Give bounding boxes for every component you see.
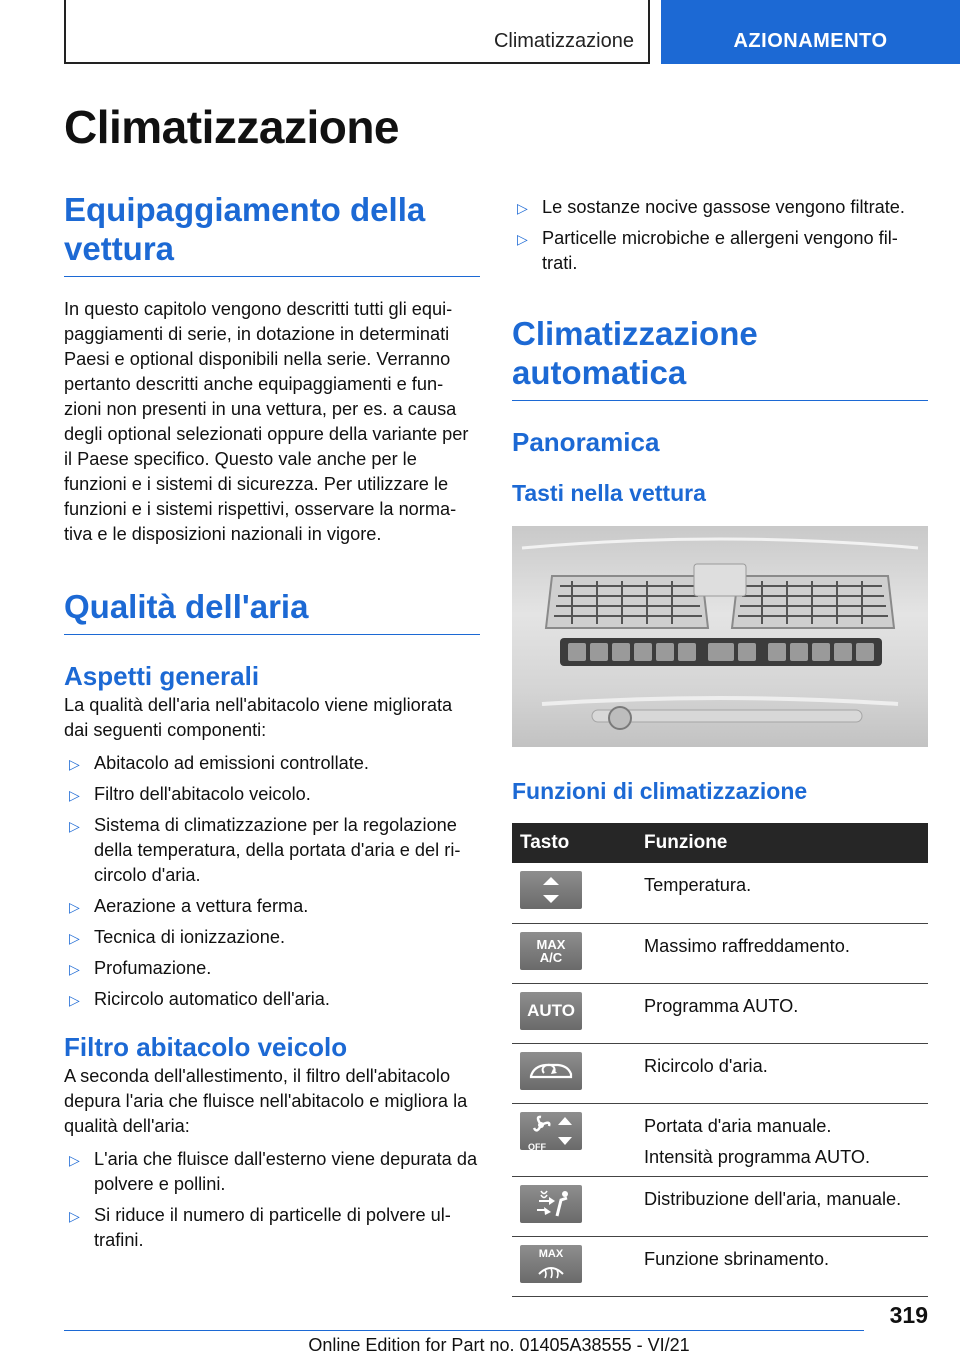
bullet-triangle-icon: ▷ xyxy=(69,961,80,977)
list-item: ▷ Particelle microbiche e allergeni vengono fil-trati. xyxy=(517,228,898,273)
list-item: ▷ L'aria che fluisce dall'esterno viene depurata da polvere e pollini. xyxy=(69,1149,478,1194)
list-item: ▷ Filtro dell'abitacolo veicolo. xyxy=(64,782,480,807)
function-text: Massimo raffreddamento. xyxy=(636,923,928,983)
bullet-triangle-icon: ▷ xyxy=(69,992,80,1008)
list-item: ▷ Abitacolo ad emissioni controllate. xyxy=(64,751,480,776)
column-header-key: Tasto xyxy=(512,823,636,863)
bullet-triangle-icon: ▷ xyxy=(69,1152,80,1168)
left-column xyxy=(64,190,480,1259)
max-ac-icon: MAX A/C xyxy=(520,932,582,970)
page-title: Climatizzazione xyxy=(64,101,400,153)
function-text: Portata d'aria manuale. Intensità programma AUTO. xyxy=(636,1103,928,1176)
bullet-triangle-icon: ▷ xyxy=(69,899,80,915)
overview-heading: Panoramica xyxy=(512,427,660,457)
header-chapter-label: AZIONAMENTO xyxy=(733,30,888,52)
general-heading: Aspetti generali xyxy=(64,661,260,691)
fan-off-icon: OFF xyxy=(520,1112,582,1150)
general-text: La qualità dell'aria nell'abitacolo viene migliorata dai seguenti componenti: xyxy=(64,695,453,740)
header-box xyxy=(64,0,650,64)
filter-list xyxy=(64,1147,480,1253)
auto-icon: AUTO xyxy=(520,992,582,1030)
climate-control-photo xyxy=(512,526,928,747)
function-text: Programma AUTO. xyxy=(636,983,928,1043)
header-section-title: Climatizzazione xyxy=(493,30,634,52)
footer-edition-text: Online Edition for Part no. 01405A38555 - VI/21 xyxy=(308,1335,690,1355)
filter-list-continued xyxy=(512,195,928,276)
table-row xyxy=(512,983,928,1043)
table-header-row xyxy=(512,823,928,863)
list-item: ▷ Ricircolo automatico dell'aria. xyxy=(64,987,480,1012)
list-item: ▷ Si riduce il numero di particelle di polvere ul-trafini. xyxy=(69,1205,451,1250)
right-column xyxy=(512,190,928,1297)
function-text: Temperatura. xyxy=(636,863,928,923)
air-distribution-icon xyxy=(520,1185,582,1223)
page-number: 319 xyxy=(889,1302,928,1328)
table-row xyxy=(512,1043,928,1103)
filter-text: A seconda dell'allestimento, il filtro dell'abitacolo depura l'aria che fluisce nell'abitacolo e migliora la qualità dell'aria: xyxy=(64,1066,468,1136)
list-item: ▷ Le sostanze nocive gassose vengono filtrate. xyxy=(512,195,928,220)
list-item: ▷ Profumazione. xyxy=(64,956,480,981)
bullet-triangle-icon: ▷ xyxy=(69,1208,80,1224)
column-header-function: Funzione xyxy=(636,823,928,863)
auto-climate-heading: Climatizzazione automatica xyxy=(512,314,928,401)
header-chapter-tab[interactable] xyxy=(661,0,960,64)
table-row xyxy=(512,923,928,983)
table-row xyxy=(512,1236,928,1296)
air-quality-heading: Qualità dell'aria xyxy=(64,587,480,635)
function-text: Distribuzione dell'aria, manuale. xyxy=(636,1176,928,1236)
footer-divider xyxy=(64,1330,864,1331)
function-text: Funzione sbrinamento. xyxy=(636,1236,928,1296)
temperature-arrows-icon xyxy=(520,871,582,909)
table-row xyxy=(512,1176,928,1236)
buttons-heading: Tasti nella vettura xyxy=(512,480,706,506)
bullet-triangle-icon: ▷ xyxy=(69,930,80,946)
bullet-triangle-icon: ▷ xyxy=(517,231,528,247)
functions-table xyxy=(512,823,928,1297)
table-row xyxy=(512,863,928,923)
bullet-triangle-icon: ▷ xyxy=(517,200,528,216)
equipment-text: In questo capitolo vengono descritti tutti gli equi-paggiamenti di serie, in dotazione in determinati Paesi e optional disponibili nella serie. Verranno pertanto descritti anche equipaggiamenti e fun-zioni non presenti in una vettura, per es. a causa degli optional selezionati oppure della variante per il Paese specifico. Questo vale anche per le funzioni e i sistemi di sicurezza. Per utilizzare le funzioni e i sistemi rispettivi, osservare la norma-tiva e le disposizioni nazionali in vigore. xyxy=(64,299,469,544)
list-item: ▷ Sistema di climatizzazione per la regolazione della temperatura, della portata d'aria e del ri-circolo d'aria. xyxy=(69,815,461,885)
bullet-triangle-icon: ▷ xyxy=(69,818,80,834)
equipment-heading: Equipaggiamento della vettura xyxy=(64,190,480,277)
filter-heading: Filtro abitacolo veicolo xyxy=(64,1032,348,1062)
table-row xyxy=(512,1103,928,1176)
list-item: ▷ Tecnica di ionizzazione. xyxy=(64,925,480,950)
general-list xyxy=(64,751,480,1012)
max-defrost-icon: MAX xyxy=(520,1245,582,1283)
dashboard-vents-illustration xyxy=(512,526,928,747)
recirculation-icon xyxy=(520,1052,582,1090)
function-text: Ricircolo d'aria. xyxy=(636,1043,928,1103)
bullet-triangle-icon: ▷ xyxy=(69,756,80,772)
functions-heading: Funzioni di climatizzazione xyxy=(512,778,808,804)
list-item: ▷ Aerazione a vettura ferma. xyxy=(64,894,480,919)
bullet-triangle-icon: ▷ xyxy=(69,787,80,803)
